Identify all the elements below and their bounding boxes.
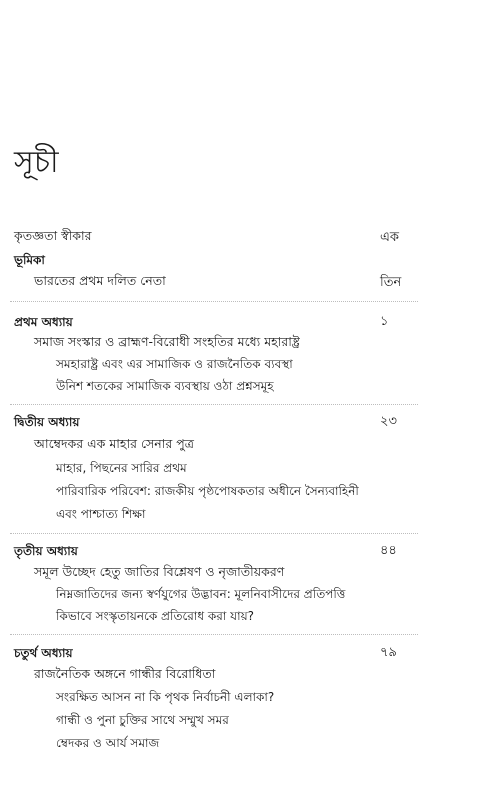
chapter-heading: সমূল উচ্ছেদ হেতু জাতির বিশ্লেষণ ও নৃজাতীয়করণ	[34, 564, 285, 579]
entry-introduction-sub: ভারতের প্রথম দলিত নেতা	[34, 273, 166, 288]
chapter-heading: রাজনৈতিক অঙ্গনে গান্ধীর বিরোধিতা	[34, 666, 216, 681]
chapter-title: তৃতীয় অধ্যায়	[14, 544, 78, 558]
divider	[10, 301, 418, 302]
section-item: পারিবারিক পরিবেশ: রাজকীয় পৃষ্ঠপোষকতার অধীনে সৈন্যবাহিনী	[56, 484, 359, 498]
divider	[10, 404, 418, 405]
section-item: কিভাবে সংস্কৃতায়নকে প্রতিরোধ করা যায়?	[56, 609, 255, 623]
section-item: এবং পাশ্চাত্য শিক্ষা	[56, 507, 146, 521]
chapter-page-number: ৪৪	[380, 543, 397, 558]
chapter-title: দ্বিতীয় অধ্যায়	[14, 415, 80, 429]
entry-introduction: ভূমিকা	[14, 253, 45, 267]
chapter-page-number: ১	[380, 314, 389, 329]
entry-acknowledgement: কৃতজ্ঞতা স্বীকার	[14, 228, 92, 243]
section-item: উনিশ শতকের সামাজিক ব্যবস্থায় ওঠা প্রশ্নসমূহ	[56, 379, 274, 393]
chapter-heading: সমাজ সংস্কার ও ব্রাহ্মণ-বিরোধী সংহতির মধ্যে মহারাষ্ট্র	[34, 334, 300, 349]
chapter-title: প্রথম অধ্যায়	[14, 315, 73, 329]
page-number-acknowledgement: এক	[380, 230, 399, 245]
page-number-introduction: তিন	[380, 275, 402, 290]
chapter-heading: আম্বেদকর এক মাহার সেনার পুত্র	[34, 436, 194, 451]
section-item: ম্বেদকর ও আর্য সমাজ	[56, 736, 160, 750]
divider	[10, 533, 418, 534]
section-item: সমহারাষ্ট্র এবং এর সামাজিক ও রাজনৈতিক ব্যবস্থা	[56, 357, 293, 371]
section-item: নিম্নজাতিদের জন্য স্বর্ণযুগের উদ্ভাবন: মূলনিবাসীদের প্রতিপত্তি	[56, 587, 346, 601]
chapter-title: চতুর্থ অধ্যায়	[14, 646, 73, 660]
section-item: গান্ধী ও পুনা চুক্তির সাথে সম্মুখ সমর	[56, 713, 229, 727]
chapter-page-number: ২৩	[380, 414, 397, 429]
section-item: মাহার, পিছনের সারির প্রথম	[56, 461, 187, 475]
divider	[10, 634, 418, 635]
page-title: সূচী	[14, 145, 59, 180]
section-item: সংরক্ষিত আসন না কি পৃথক নির্বাচনী এলাকা?	[56, 690, 275, 704]
chapter-page-number: ৭৯	[380, 645, 397, 660]
